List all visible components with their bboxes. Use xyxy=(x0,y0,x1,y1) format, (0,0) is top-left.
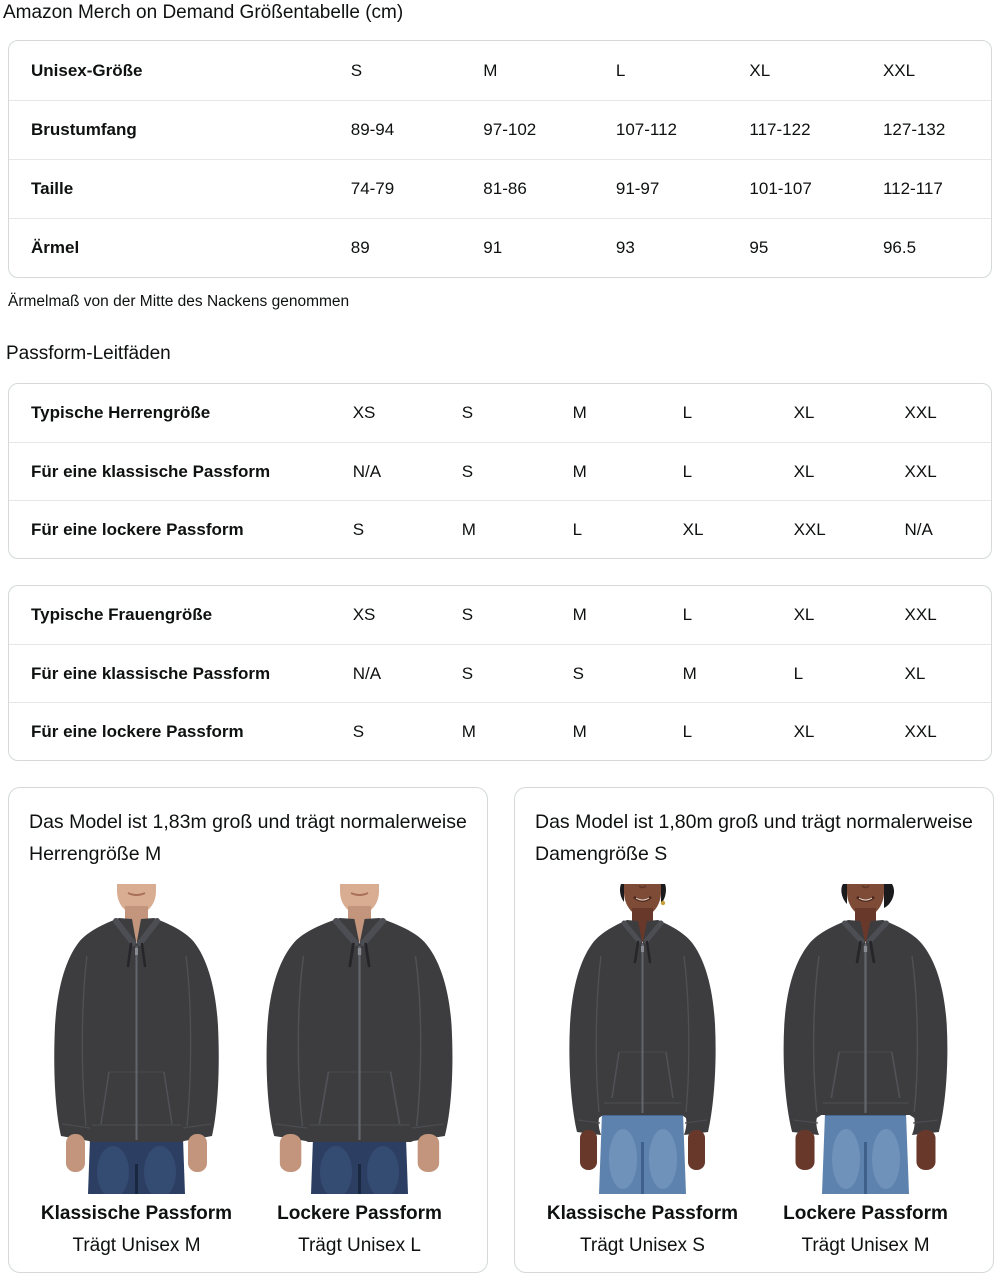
men-loose-fit-figure xyxy=(252,884,467,1258)
model-description: Das Model ist 1,80m groß und trägt normalerweise Damengröße S xyxy=(535,811,973,865)
size-cell: M xyxy=(573,702,683,760)
row-label: Ärmel xyxy=(9,218,351,277)
table-row xyxy=(9,500,991,558)
size-cell: L xyxy=(615,60,626,80)
size-cell: XXL xyxy=(905,702,991,760)
table-row xyxy=(9,702,991,760)
table-row xyxy=(9,644,991,702)
size-cell: 95 xyxy=(749,218,883,277)
size-cell: S xyxy=(350,60,363,80)
men-figures xyxy=(29,884,467,1258)
table-row xyxy=(9,159,991,218)
model-description: Das Model ist 1,83m groß und trägt normalerweise Herrengröße M xyxy=(29,811,467,865)
men-classic-fit-figure xyxy=(29,884,244,1258)
women-loose-fit-figure xyxy=(758,884,973,1258)
unisex-size-table xyxy=(8,40,992,278)
row-label: Typische Frauengröße xyxy=(31,605,213,624)
size-cell: 74-79 xyxy=(351,159,484,218)
row-label: Für eine klassische Passform xyxy=(9,644,353,702)
size-cell: 81-86 xyxy=(483,159,616,218)
size-cell: 112-117 xyxy=(883,159,991,218)
table-row xyxy=(9,100,991,159)
fit-label: Lockere Passform xyxy=(783,1203,948,1224)
size-cell: 96.5 xyxy=(883,218,991,277)
row-label: Für eine lockere Passform xyxy=(9,500,353,558)
row-label: Für eine klassische Passform xyxy=(9,442,353,500)
size-cell: XXL xyxy=(794,500,905,558)
size-cell: N/A xyxy=(353,644,462,702)
size-cell: M xyxy=(572,403,587,422)
row-label: Typische Herrengröße xyxy=(31,403,211,422)
size-cell: L xyxy=(683,442,794,500)
size-worn-label: Trägt Unisex S xyxy=(580,1235,705,1256)
size-cell: XXL xyxy=(905,442,991,500)
women-figures xyxy=(535,884,973,1258)
size-cell: XL xyxy=(905,644,991,702)
size-cell: 93 xyxy=(616,218,750,277)
size-cell: XL xyxy=(683,500,794,558)
women-classic-fit-figure xyxy=(535,884,750,1258)
fit-label: Lockere Passform xyxy=(277,1203,442,1224)
size-cell: 91 xyxy=(483,218,616,277)
table-row xyxy=(9,218,991,277)
size-cell: 127-132 xyxy=(883,100,991,159)
size-cell: XS xyxy=(352,403,376,422)
size-cell: L xyxy=(682,403,693,422)
women-fit-table xyxy=(8,585,992,761)
size-cell: S xyxy=(353,702,462,760)
size-cell: M xyxy=(462,500,573,558)
size-cell: M xyxy=(572,605,587,624)
size-cell: 107-112 xyxy=(616,100,750,159)
men-classic-fit-photo xyxy=(29,884,244,1194)
page-title: Amazon Merch on Demand Größentabelle (cm) xyxy=(3,2,404,23)
table-row xyxy=(9,586,991,644)
size-cell: S xyxy=(461,605,474,624)
size-cell: N/A xyxy=(353,442,462,500)
size-cell: 97-102 xyxy=(483,100,616,159)
size-cell: L xyxy=(683,702,794,760)
size-cell: XL xyxy=(794,702,905,760)
size-cell: 101-107 xyxy=(749,159,883,218)
size-cell: L xyxy=(794,644,905,702)
size-worn-label: Trägt Unisex M xyxy=(801,1235,930,1256)
size-cell: S xyxy=(461,403,474,422)
row-label: Taille xyxy=(9,159,351,218)
size-cell: N/A xyxy=(905,500,991,558)
size-worn-label: Trägt Unisex L xyxy=(298,1235,421,1256)
size-cell: XXL xyxy=(904,605,937,624)
men-fit-table xyxy=(8,383,992,559)
table-row xyxy=(9,384,991,442)
size-cell: S xyxy=(353,500,462,558)
size-cell: S xyxy=(573,644,683,702)
size-cell: XL xyxy=(793,605,815,624)
row-label: Unisex-Größe xyxy=(31,60,143,80)
size-cell: XXL xyxy=(882,60,916,80)
model-cards xyxy=(8,787,992,1273)
fit-label: Klassische Passform xyxy=(546,1203,739,1224)
size-cell: S xyxy=(462,442,573,500)
size-cell: M xyxy=(573,442,683,500)
size-cell: XL xyxy=(793,403,815,422)
size-cell: M xyxy=(483,60,498,80)
size-cell: 89 xyxy=(351,218,484,277)
men-loose-fit-photo xyxy=(252,884,467,1194)
size-cell: L xyxy=(573,500,683,558)
size-cell: XL xyxy=(749,60,771,80)
size-cell: M xyxy=(683,644,794,702)
size-cell: XL xyxy=(794,442,905,500)
row-label: Brustumfang xyxy=(9,100,351,159)
size-cell: XS xyxy=(352,605,376,624)
fit-guides-heading: Passform-Leitfäden xyxy=(6,343,171,364)
size-cell: 91-97 xyxy=(616,159,750,218)
size-worn-label: Trägt Unisex M xyxy=(72,1235,201,1256)
men-model-card xyxy=(8,787,488,1273)
size-cell: S xyxy=(462,644,573,702)
size-cell: M xyxy=(462,702,573,760)
table-row xyxy=(9,442,991,500)
sleeve-measure-note: Ärmelmaß von der Mitte des Nackens genommen xyxy=(8,293,350,310)
size-cell: XXL xyxy=(904,403,937,422)
fit-label: Klassische Passform xyxy=(40,1203,233,1224)
size-cell: 89-94 xyxy=(351,100,484,159)
women-loose-fit-photo xyxy=(758,884,973,1194)
size-cell: L xyxy=(682,605,693,624)
row-label: Für eine lockere Passform xyxy=(9,702,353,760)
women-model-card xyxy=(514,787,994,1273)
size-cell: 117-122 xyxy=(749,100,883,159)
women-classic-fit-photo xyxy=(535,884,750,1194)
table-row xyxy=(9,41,991,100)
